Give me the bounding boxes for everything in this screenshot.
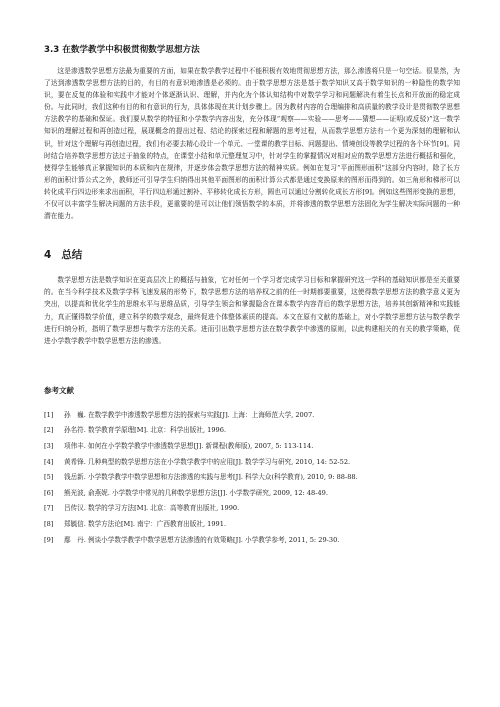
reference-number: [5]	[44, 473, 54, 482]
reference-item	[44, 533, 460, 549]
subsection-number: 3.3	[44, 45, 60, 55]
subsection-title: 在数学教学中积极贯彻数学思想方法	[62, 45, 200, 55]
section-paragraph: 数学思想方法是数学知识在更高层次上的概括与抽象，它对任何一个学习者完成学习目标和掌握研究这一学科的基础知识都是至关重要的。在当今科学技术及数学学科飞速发展的形势下，数学思想方法的培养权之前的任一时期都要重要，这使得数学思想方法的教学意义更为突出，以提高和优化学生的思维水平与思维品质，引导学生领会和掌握隐含在课本数学内容背后的数学思想方法，培养其创新精神和实践能力，真正懂得数学价值，建立科学的数学观念，最终促进个体整体素质的提高。本文在原有文献的基础上，对小学数学思想方法与数学教学进行归纳分析，指明了数学思想与数学方法的关系。进而引出数学思想方法在数学教学中渗透的原则，以此构建相关的有关的教学策略，促进小学数学教学中数学思想方法的渗透。	[44, 276, 460, 345]
section-title: 总结	[61, 249, 83, 262]
reference-text: 熊光波, 俞燕妮. 小学数学中常见的几种数学思想方法[J]. 小学数学研究, 2009, 12: 48-49.	[64, 488, 328, 497]
reference-text: 项伟丰. 如何在小学数学教学中渗透数学思想[J]. 新课程(教师版), 2007, 5: 113-114.	[64, 441, 314, 450]
reference-item	[44, 486, 460, 502]
reference-item	[44, 423, 460, 439]
section-heading	[44, 248, 460, 262]
reference-text: 吕传汉. 数学的学习方法[M]. 北京：高等教育出版社, 1990.	[64, 504, 240, 513]
reference-number: [2]	[44, 426, 54, 435]
reference-number: [1]	[44, 410, 54, 419]
section-number: 4	[44, 249, 52, 262]
reference-number: [7]	[44, 504, 54, 513]
reference-item	[44, 517, 460, 533]
reference-item	[44, 455, 460, 471]
reference-text: 钱岳新. 小学数学教学中数学思想和方法渗透的实践与思考[J]. 科学大众(科学教育), 2010, 9: 88-88.	[64, 473, 358, 482]
reference-number: [4]	[44, 457, 54, 466]
references-list	[44, 408, 460, 548]
reference-item	[44, 470, 460, 486]
reference-item	[44, 408, 460, 424]
reference-number: [3]	[44, 441, 54, 450]
subsection-heading	[44, 44, 460, 56]
reference-text: 黄希锋. 几种典型的数学思想方法在小学数学教学中的应用[J]. 数学学习与研究, 2010, 14: 52-52.	[64, 457, 351, 466]
subsection-paragraph: 这是渗透数学思想方法最为重要的方面，如果在数学教学过程中不能积极有效地贯彻思想方法，那么渗透将只是一句空话。很显然，为了达到渗透数学思想方法的目的，有目的有意识地渗透是必须的。由于数学思想方法是基于数学知识又高于数学知识的一种隐性的数学知识，要在反复的体验和实践中才能对个体逐渐认识、理解，并内化为个体认知结构中对数学学习和问题解决有着生长点和开放面的稳定成份。与此同时，我们这种有目的和有意识的行为，具体体现在其计划步骤上。因为教材内容的合理编排和高质量的教学设计是贯彻数学思想方法教学的基础和保证。我们要从数学的特征和小学数学内容出发，充分体现“观察——实验——思考——猜想——证明(或反驳)”这一数学知识的理解过程和再创造过程，展现概念的提出过程、结论的探索过程和解题的思考过程，从而数学思想方法有一个更为深刻的理解和认识，针对这个理解与再创造过程，我们有必要去精心设计一个单元、一堂课的教学目标、问题提出、情境创设等教学过程的各个环节[9]。同时结合培养数学思想方法过于抽象的特点，在课堂小结和单元整理复习中，针对学生的掌握情况对相对应的数学思想方法进行概括和强化，使得学生能够真正掌握知识的本质和内在规律，并逐步体会数学思想方法的精神实质。例如在复习“平面图形面积”这部分内容时，除了长方形的面积计算公式之外，教师还可引导学生归纳得出其他平面图形的面积计算公式都是通过变换原来的图形而得到的。如三角形和梯形可以转化成平行四边形来求出面积，平行四边形通过割补、平移转化成长方形，圆也可以通过分割转化成长方形[9]。例如这些图形变换的思想，不仅可以丰富学生解决问题的方法手段，更重要的是可以让他们领悟数学的本质，并将渗透的数学思想方法固化为学生解决实际问题的一种潜在能力。	[44, 67, 460, 221]
reference-number: [9]	[44, 535, 54, 544]
reference-text: 孙 巍. 在数学教学中渗透数学思想方法的探索与实践[J]. 上海：上海师范大学, 2007.	[64, 410, 315, 419]
reference-item	[44, 439, 460, 455]
reference-item	[44, 501, 460, 517]
reference-number: [8]	[44, 519, 54, 528]
reference-text: 郑毓信. 数学方法论[M]. 南宁：广西教育出版社, 1991.	[64, 519, 227, 528]
reference-text: 鄢 丹. 例谈小学数学教学中数学思想方法渗透的有效策略[J]. 小学教学参考, 2011, 5: 29-30.	[64, 535, 340, 544]
reference-number: [6]	[44, 488, 54, 497]
references-heading: 参考文献	[44, 385, 74, 395]
reference-text: 孙名符. 数学教育学原理[M]. 北京：科学出版社, 1996.	[64, 426, 227, 435]
